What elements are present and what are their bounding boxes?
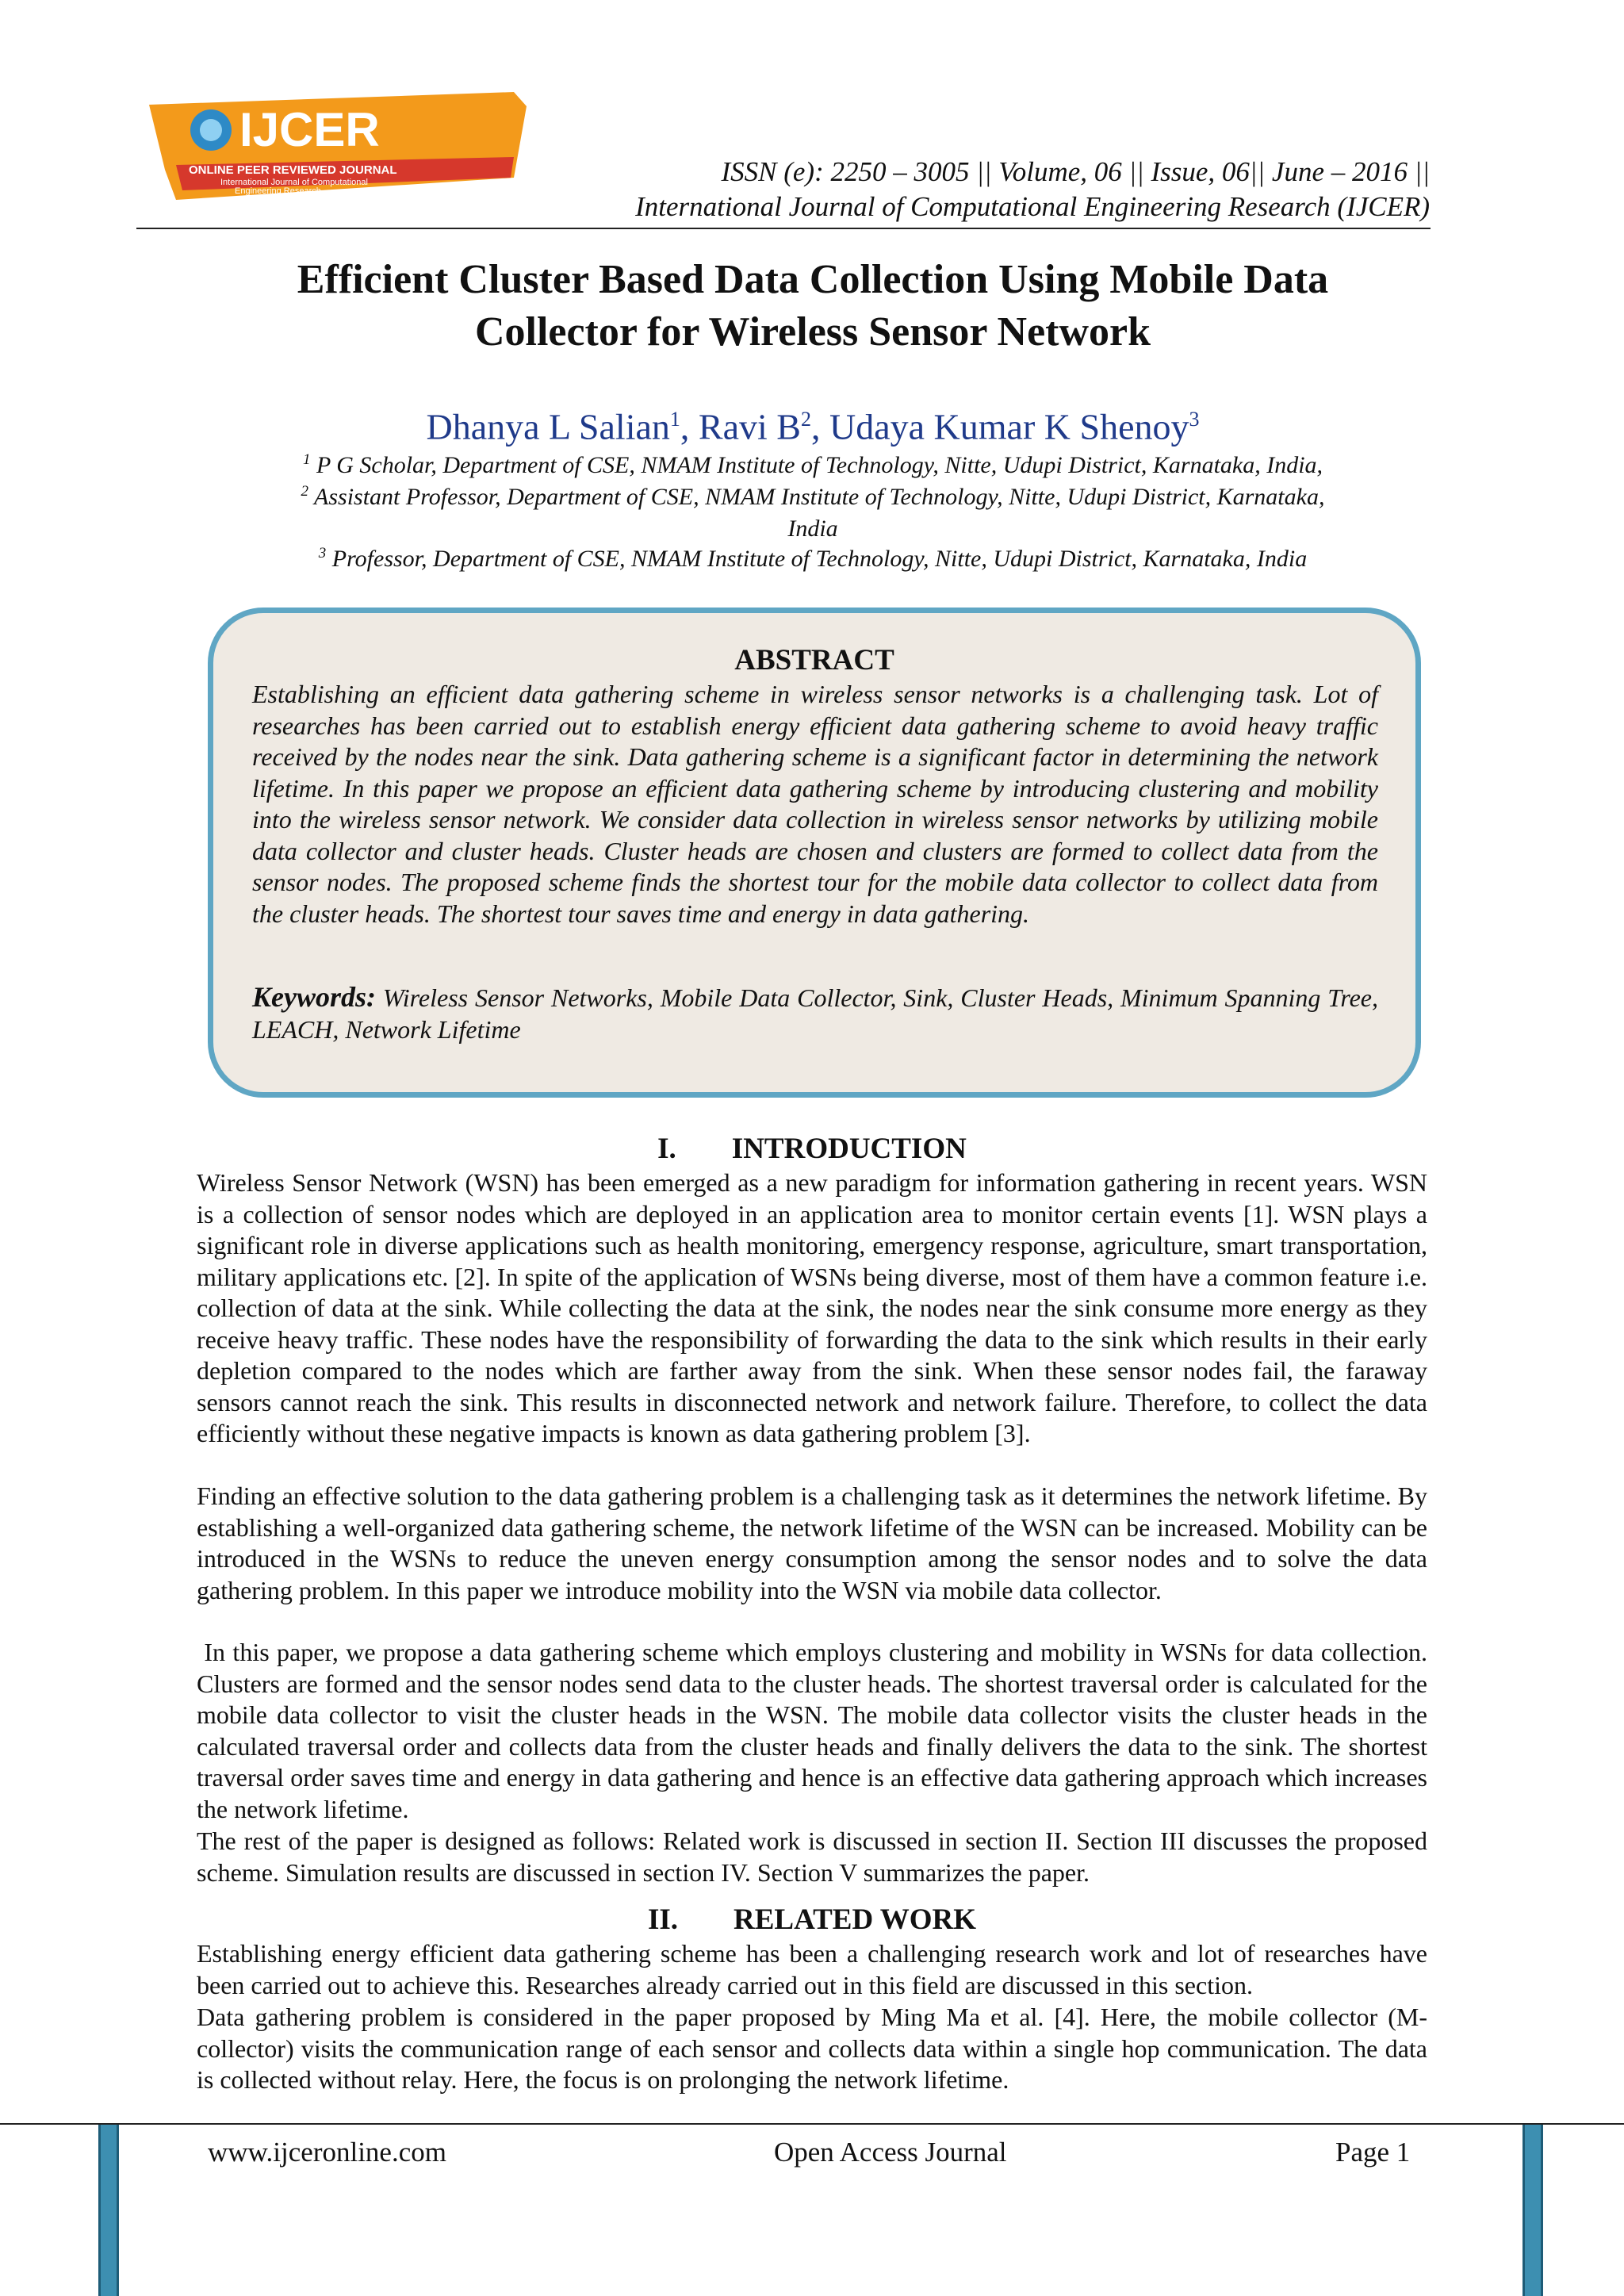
- journal-issn-line: ISSN (e): 2250 – 3005 || Volume, 06 || Issue, 06|| June – 2016 ||: [721, 156, 1430, 187]
- logo-subtitle-2: Engineering Research: [235, 186, 321, 196]
- logo-subtitle-1: International Journal of Computational: [220, 178, 368, 187]
- footer-journal-type: Open Access Journal: [774, 2137, 1007, 2168]
- section-heading-introduction: [197, 1131, 1427, 1167]
- page-number: Page 1: [1335, 2137, 1411, 2168]
- author-affiliation-number: 1: [669, 408, 680, 431]
- body-paragraph: Finding an effective solution to the data gathering problem is a challenging task as it determines the network lifetime. By establishing a well-organized data gathering scheme, the network lifetime of the WSN can be increased. Mobility can be introduced in the WSNs to reduce the uneven energy consumption among the sensor nodes and to solve the data gathering problem. In this paper we introduce mobility into the WSN via mobile data collector.: [197, 1481, 1427, 1604]
- author-affiliation-number: 3: [1189, 408, 1200, 431]
- affiliation-2: [182, 476, 1443, 545]
- journal-logo: [141, 89, 538, 208]
- footer-divider: [0, 2123, 1624, 2125]
- affiliation-3: [182, 538, 1443, 575]
- footer-bar-right: [1522, 2125, 1543, 2296]
- footer-website: www.ijceronline.com: [208, 2137, 446, 2168]
- author-name: Dhanya L Salian: [426, 406, 670, 447]
- affiliation-number: 3: [318, 545, 327, 562]
- body-paragraph: Data gathering problem is considered in the paper proposed by Ming Ma et al. [4]. Here, the mobile collector (M-collector) visits the communication range of each sensor and collects data within a single hop communication. The data is collected without relay. Here, the focus is on prolonging the network lifetime.: [197, 2003, 1427, 2094]
- keywords: [252, 982, 1378, 1045]
- footer-bar-left: [98, 2125, 119, 2296]
- body-paragraph: Establishing energy efficient data gathering scheme has been a challenging research work and lot of researches have been carried out to achieve this. Researches already carried out in this field are discussed in this section.: [197, 1939, 1427, 1999]
- affiliation-number: 2: [301, 483, 309, 500]
- author-list: [143, 397, 1483, 450]
- section-number: I.: [657, 1133, 676, 1165]
- author-name: Udaya Kumar K Shenoy: [829, 406, 1189, 447]
- affiliation-text: P G Scholar, Department of CSE, NMAM Institute of Technology, Nitte, Udupi District, Karnataka, India,: [316, 452, 1323, 478]
- abstract-text: Establishing an efficient data gathering scheme in wireless sensor networks is a challenging task. Lot of researches has been carried out to establish energy efficient data gathering scheme to avoid heavy traffic received by the nodes near the sink. Data gathering scheme is a significant factor in determining the network lifetime. In this paper we propose an efficient data gathering scheme by introducing clustering and mobility into the wireless sensor network. We consider data collection in wireless sensor networks by utilizing mobile data collector and cluster heads. Cluster heads are chosen and clusters are formed to collect data from the sensor nodes. The proposed scheme finds the shortest tour for the mobile data collector to collect data from the cluster heads. The shortest tour saves time and energy in data gathering.: [252, 680, 1378, 928]
- affiliation-text: Professor, Department of CSE, NMAM Institute of Technology, Nitte, Udupi District, Karnataka, India: [331, 546, 1308, 572]
- body-paragraph: Wireless Sensor Network (WSN) has been emerged as a new paradigm for information gathering in recent years. WSN is a collection of sensor nodes which are deployed in an application area to monitor certain events [1]. WSN plays a significant role in diverse applications such as health monitoring, emergency response, agriculture, smart transportation, military applications etc. [2]. In spite of the application of WSNs being diverse, most of them have a common feature i.e. collection of data at the sink. While collecting the data at the sink, the nodes near the sink consume more energy as they receive heavy traffic. These nodes have the responsibility of forwarding the data to the sink which results in their early depletion compared to the nodes which are farther away from the sink. When these sensor nodes fail, the faraway sensors cannot reach the sink. This results in disconnected network and network failure. Therefore, to collect the data efficiently without these negative impacts is known as data gathering problem [3].: [197, 1168, 1427, 1447]
- affiliation-number: 1: [302, 451, 311, 468]
- section-heading-related-work: [197, 1902, 1427, 1938]
- author-separator: ,: [810, 406, 829, 447]
- logo-name: IJCER: [239, 103, 380, 156]
- section-number: II.: [647, 1903, 679, 1936]
- logo-tagline: ONLINE PEER REVIEWED JOURNAL: [189, 163, 397, 177]
- body-paragraph: In this paper, we propose a data gathering scheme which employs clustering and mobility in WSNs for data collection. Clusters are formed and the sensor nodes send data to the cluster heads. The shortest traversal order is calculated for the mobile data collector to visit the cluster heads in the WSN. The mobile data collector visits the cluster heads in the calculated traversal order and collects data from the cluster heads and finally delivers the data to the sink. The shortest traversal order saves time and energy in data gathering and hence is an effective data gathering approach which increases the network lifetime.: [197, 1638, 1434, 1823]
- body-paragraph: The rest of the paper is designed as follows: Related work is discussed in section II. Section III discusses the proposed scheme. Simulation results are discussed in section IV. Section V summarizes the paper.: [197, 1826, 1427, 1887]
- author-name: Ravi B: [698, 406, 801, 447]
- affiliation-text: Assistant Professor, Department of CSE, NMAM Institute of Technology, Nitte, Udupi District, Karnataka,: [314, 484, 1325, 510]
- header-divider: [136, 228, 1431, 229]
- author-separator: ,: [680, 406, 699, 447]
- affiliation-text-cont: India: [787, 516, 838, 542]
- paper-title-line-1: Efficient Cluster Based Data Collection Using Mobile Data: [297, 257, 1329, 302]
- keywords-list: Wireless Sensor Networks, Mobile Data Collector, Sink, Cluster Heads, Minimum Spanning Tree, LEACH, Network Lifetime: [252, 983, 1379, 1044]
- section-title: RELATED WORK: [733, 1903, 977, 1936]
- journal-name-line: International Journal of Computational Engineering Research (IJCER): [635, 191, 1430, 222]
- paper-title: [143, 254, 1483, 358]
- keywords-label: Keywords:: [252, 981, 376, 1013]
- author-affiliation-number: 2: [800, 408, 811, 431]
- section-title: INTRODUCTION: [731, 1133, 967, 1165]
- paper-title-line-2: Collector for Wireless Sensor Network: [474, 309, 1151, 355]
- abstract-heading: ABSTRACT: [734, 644, 894, 677]
